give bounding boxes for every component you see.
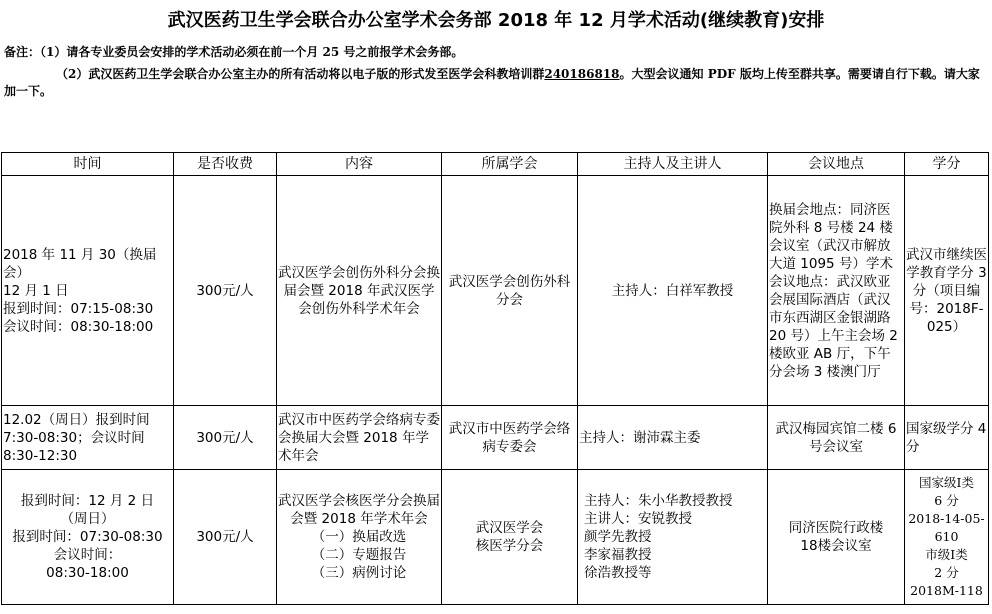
table-row [2,406,989,470]
cell-host: 主持人：朱小华教授教授 主讲人：安锐教授 颜学先教授 李家福教授 徐浩教授等 [578,470,768,605]
cell-credit: 国家级I类 6 分 2018-14-05- 610 市级I类 2 分 2018M-118 [905,470,989,605]
page-title: 武汉医药卫生学会联合办公室学术会务部 2018 年 12 月学术活动(继续教育)安排 [167,10,825,31]
header-host: 主持人及主讲人 [578,153,768,176]
header-credit: 学分 [905,153,989,176]
cell-venue: 同济医院行政楼 18楼会议室 [768,470,905,605]
notes-section [4,44,989,100]
table-header-row [2,153,989,176]
table-row [2,470,989,605]
cell-society: 武汉市中医药学会络病专委会 [442,406,578,470]
cell-content: 武汉市中医药学会络病专委会换届大会暨 2018 年学术年会 [277,406,442,470]
cell-credit: 国家级学分 4 分 [905,406,989,470]
note-1-text: （1）请各专业委员会安排的学术活动必须在前一个月 25 号之前报学术会务部。 [40,45,464,59]
cell-content: 武汉医学会创伤外科分会换届会暨 2018 年武汉医学会创伤外科学术年会 [277,176,442,406]
cell-time: 2018 年 11 月 30（换届会） 12 月 1 日 报到时间：07:15-08:30 会议时间：08:30-18:00 [2,176,174,406]
cell-time: 12.02（周日）报到时间 7:30-08:30；会议时间 8:30-12:30 [2,406,174,470]
cell-host: 主持人：白祥军教授 [578,176,768,406]
cell-credit: 武汉市继续医学教育学分 3 分（项目编号：2018F-025） [905,176,989,406]
note-2 [4,61,989,100]
header-content: 内容 [277,153,442,176]
cell-content: 武汉医学会核医学分会换届会暨 2018 年学术年会 （一）换届改选 （二）专题报告 （三）病例讨论 [277,470,442,605]
cell-fee: 300元/人 [174,176,277,406]
notes-label: 备注： [4,45,41,59]
header-fee: 是否收费 [174,153,277,176]
cell-time: 报到时间：12 月 2 日 （周日） 报到时间：07:30-08:30 会议时间： 08:30-18:00 [2,470,174,605]
note-1 [4,44,989,61]
cell-society: 武汉医学会 核医学分会 [442,470,578,605]
cell-venue: 换届会地点：同济医院外科 8 号楼 24 楼会议室（武汉市解放大道 1095 号）学术会议地点：武汉欧亚会展国际酒店（武汉市东西湖区金银湖路 20 号）上午主会场 2 楼欧亚 AB 厅，下午分会场 3 楼澳门厅 [768,176,905,406]
note-2-text-b: 。大型会议通知 PDF 版均上传至群共享。需要请自行下载。请大家加一下。 [4,67,980,98]
header-society: 所属学会 [442,153,578,176]
schedule-table [1,152,989,605]
cell-fee: 300元/人 [174,406,277,470]
header-time: 时间 [2,153,174,176]
note-2-text-a: （2）武汉医药卫生学会联合办公室主办的所有活动将以电子版的形式发至医学会科教培训群 [56,67,545,81]
cell-society: 武汉医学会创伤外科分会 [442,176,578,406]
cell-fee: 300元/人 [174,470,277,605]
cell-venue: 武汉梅园宾馆二楼 6 号会议室 [768,406,905,470]
cell-host: 主持人：谢沛霖主委 [578,406,768,470]
header-venue: 会议地点 [768,153,905,176]
table-row [2,176,989,406]
note-2-qq-number: 240186818 [544,67,620,81]
